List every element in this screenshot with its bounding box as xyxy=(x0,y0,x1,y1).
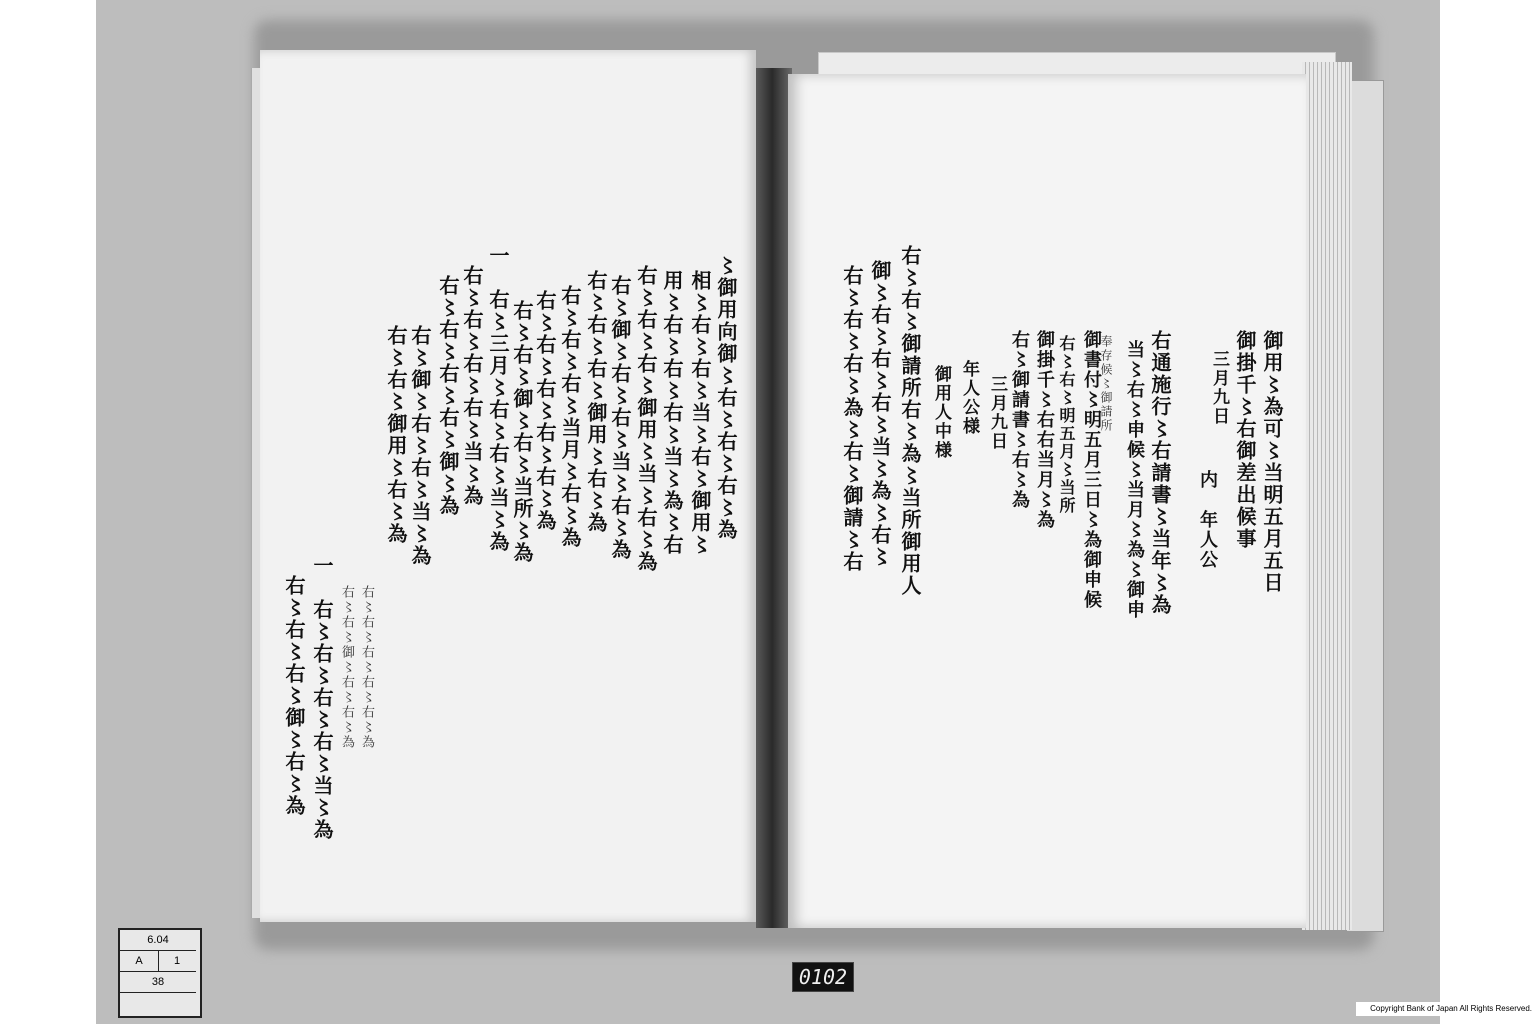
left-page-column: 右〻御〻右〻右〻当〻右〻為 xyxy=(608,275,632,561)
right-page-column: 年人公様 xyxy=(959,360,979,436)
right-page-column: 内 年人公 xyxy=(1197,470,1218,570)
catalog-number: 6.04 xyxy=(120,930,196,951)
right-page-column: 右〻御請書〻右〻為 xyxy=(1009,330,1030,510)
catalog-blank xyxy=(120,993,196,1013)
left-page-column: 右〻右〻右〻御用〻右〻為 xyxy=(584,270,608,534)
left-page-column: 右〻右〻右〻御〻右〻為 xyxy=(282,575,306,817)
left-page-column: 右〻右〻右〻右〻右〻為 xyxy=(359,585,374,750)
left-page-column: 相〻右〻右〻当〻右〻御用〻 xyxy=(688,270,712,556)
right-page-column: 御掛千〻右御差出候事 xyxy=(1233,330,1257,550)
left-page-column: 右〻右〻右〻右〻当〻為 xyxy=(460,265,484,507)
copyright-notice: Copyright Bank of Japan All Rights Reserved. xyxy=(1356,1002,1532,1016)
right-page-column: 右〻右〻明五月〻当所 xyxy=(1057,335,1076,515)
catalog-series-number: 1 xyxy=(173,955,181,967)
right-page-column: 御掛千〻右右当月〻為 xyxy=(1034,330,1055,530)
right-page-column: 三月九日 xyxy=(987,375,1007,451)
right-page-column: 右通施行〻右請書〻当年〻為 xyxy=(1148,330,1172,616)
right-page-column: 奉存候〻御請所 xyxy=(1099,335,1113,433)
left-page-column: 右〻右〻右〻右〻右〻為 xyxy=(533,290,557,532)
right-page-column: 当〻右〻申候〻当月〻為〻御申 xyxy=(1124,340,1145,620)
left-page-column: 一 右〻右〻右〻右〻当〻為 xyxy=(310,555,334,841)
catalog-label xyxy=(118,928,202,1018)
catalog-item: 38 xyxy=(120,972,196,993)
right-page-column: 御書付〻明五月三日〻為御申候 xyxy=(1081,330,1102,610)
left-page-column: 右〻右〻御〻右〻当所〻為 xyxy=(510,300,534,564)
left-page-column: 一 右〻三月〻右〻右〻当〻為 xyxy=(486,245,510,553)
page-stack-edge xyxy=(1302,62,1352,930)
right-page-column: 右〻右〻御請所右〻為〻当所御用人 xyxy=(898,245,922,597)
left-page-column: 右〻右〻右〻当月〻右〻為 xyxy=(558,285,582,549)
left-page-column: 右〻御〻右〻右〻当〻為 xyxy=(408,325,432,567)
left-page-column: 右〻右〻右〻御用〻当〻右〻為 xyxy=(634,265,658,573)
right-page-column: 御用人中様 xyxy=(931,365,951,460)
left-page-column: 用〻右〻右〻右〻当〻為〻右 xyxy=(660,270,684,556)
frame-number: 0102 xyxy=(792,962,854,992)
left-page-column: 右〻右〻御用〻右〻為 xyxy=(384,325,408,545)
catalog-series-letter: A xyxy=(120,951,159,971)
right-page-column: 御用〻為可〻当明五月五日 xyxy=(1260,330,1284,594)
left-page-column: 右〻右〻右〻右〻御〻為 xyxy=(436,275,460,517)
catalog-series xyxy=(120,951,196,972)
right-page-column: 右〻右〻右〻為〻右〻御請〻右 xyxy=(840,265,864,573)
right-page-column: 三月九日 xyxy=(1209,350,1229,426)
left-page-column: 〻御用向御〻右〻右〻右〻為 xyxy=(714,255,738,541)
book-spine xyxy=(756,68,792,928)
right-page-column: 御〻右〻右〻右〻当〻為〻右〻 xyxy=(868,260,892,568)
left-page-column: 右〻右〻御〻右〻右〻為 xyxy=(339,585,354,750)
